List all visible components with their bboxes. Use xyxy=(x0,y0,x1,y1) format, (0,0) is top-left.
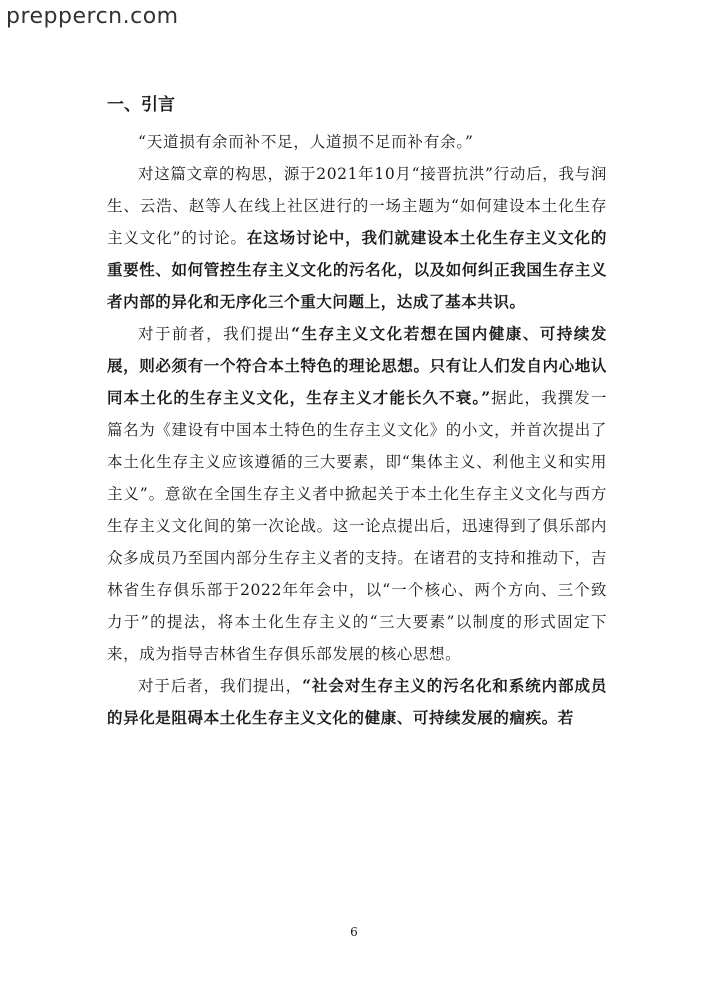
paragraph-former xyxy=(107,318,607,670)
site-watermark: preppercn.com xyxy=(6,4,179,29)
page-number: 6 xyxy=(350,925,358,939)
paragraph-origin xyxy=(107,158,607,318)
paragraph-latter xyxy=(107,670,607,734)
opening-quote-text: “天道损有余而补不足，人道损不足而补有余。” xyxy=(138,133,474,151)
paragraph-latter-emphasis: “社会对生存主义的污名化和系统内部成员的异化是阻碍本土化生存主义文化的健康、可持续发展的痼疾。若 xyxy=(107,676,607,727)
paragraph-former-text: 据此，我撰发一篇名为《建设有中国本土特色的生存主义文化》的小文，并首次提出了本土化生存主义应该遵循的三大要素，即“集体主义、利他主义和实用主义”。意欲在全国生存主义者中掀起关于本土化生存主义文化与西方生存主义文化间的第一次论战。这一论点提出后，迅速得到了俱乐部内众多成员乃至国内部分生存主义者的支持。在诸君的支持和推动下，吉林省生存俱乐部于2022年年会中，以“一个核心、两个方向、三个致力于”的提法，将本土化生存主义的“三大要素”以制度的形式固定下来，成为指导吉林省生存俱乐部发展的核心思想。 xyxy=(107,389,608,663)
opening-quote-paragraph xyxy=(107,126,607,158)
document-page xyxy=(107,88,607,734)
section-heading: 一、引言 xyxy=(107,95,175,115)
paragraph-origin-emphasis: 在这场讨论中，我们就建设本土化生存主义文化的重要性、如何管控生存主义文化的污名化，以及如何纠正我国生存主义者内部的异化和无序化三个重大问题上，达成了基本共识。 xyxy=(107,228,608,311)
paragraph-former-lead: 对于前者，我们提出 xyxy=(138,325,292,343)
paragraph-former-emphasis: “生存主义文化若想在国内健康、可持续发展，则必须有一个符合本土特色的理论思想。只有让人们发自内心地认同本土化的生存主义文化，生存主义才能长久不衰。” xyxy=(107,324,607,407)
paragraph-latter-lead: 对于后者，我们提出， xyxy=(138,677,303,695)
paragraph-origin-text: 对这篇文章的构思，源于2021年10月“接晋抗洪”行动后，我与润生、云浩、赵等人在线上社区进行的一场主题为“如何建设本土化生存主义文化”的讨论。 xyxy=(107,165,607,247)
